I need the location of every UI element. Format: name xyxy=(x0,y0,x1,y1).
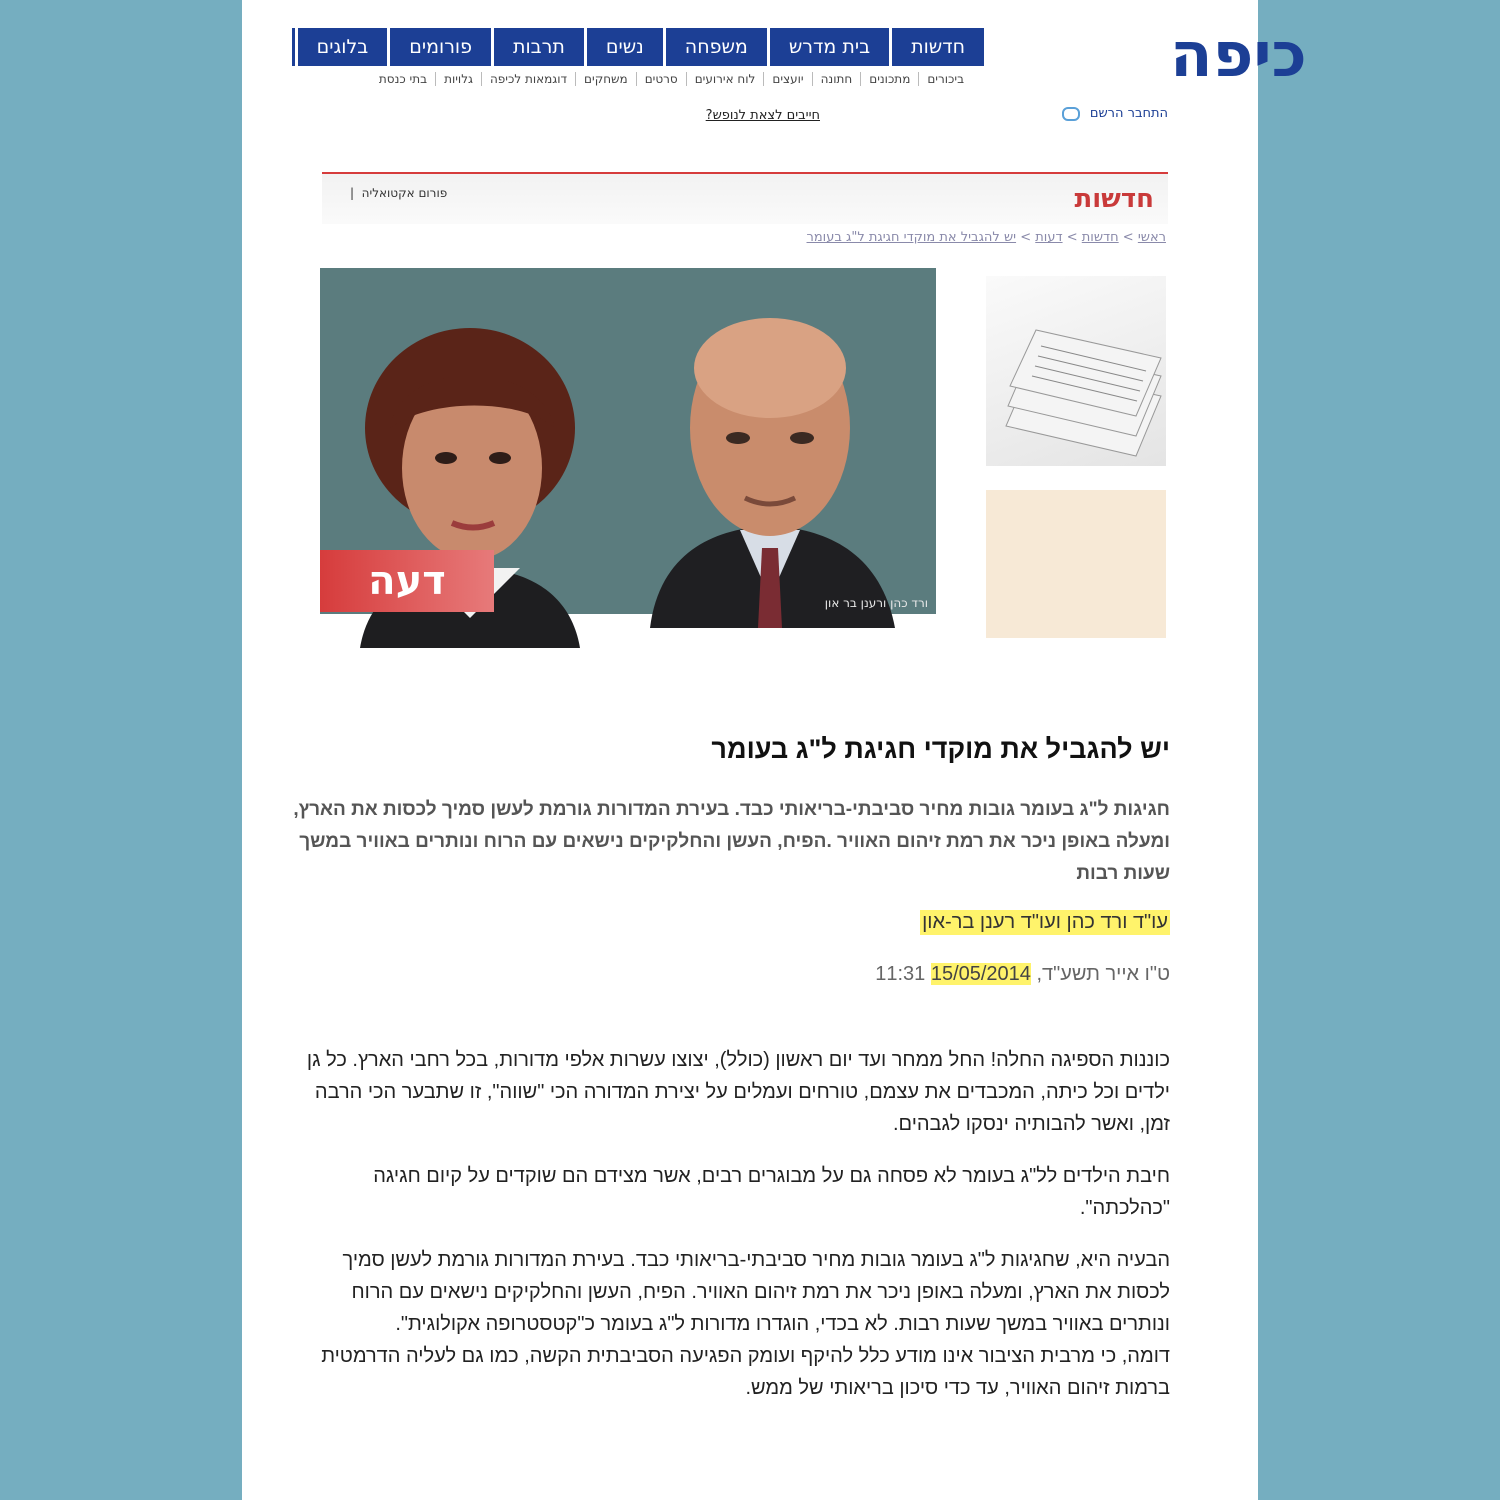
subnav-item[interactable]: משחקים xyxy=(575,72,636,86)
signup-link[interactable] xyxy=(1062,106,1168,121)
breadcrumb-separator: > xyxy=(1066,230,1078,245)
nav-item-beit-midrash[interactable]: בית מדרש xyxy=(770,28,889,66)
subnav-item[interactable]: בתי כנסת xyxy=(378,72,428,86)
section-title: חדשות xyxy=(1074,184,1154,214)
subnav-item[interactable]: יועצים xyxy=(763,72,811,86)
nav-item-women[interactable]: נשים xyxy=(587,28,663,66)
subnav-item[interactable]: גלויות xyxy=(435,72,481,86)
subnav-item[interactable]: דוגמאות לכיפה xyxy=(481,72,575,86)
chat-bubble-icon xyxy=(1062,107,1080,121)
article-paragraph: כוננות הספיגה החלה! החל ממחר ועד יום ראשון (כולל), יצוצו עשרות אלפי מדורות, בכל רחבי הארץ. כל גן ילדים וכל כיתה, המכבדים את עצמם, טורחים ועמלים על יצירת המדורה הכי "שווה", זו שתבער הכי הרבה זמן, ואשר להבותיה ינסקו לגבהים. xyxy=(306,1049,1170,1135)
opinion-badge: דעה xyxy=(320,550,494,612)
signup-label[interactable]: התחבר הרשם xyxy=(1089,106,1168,121)
article-paragraph: חיבת הילדים לל"ג בעומר לא פסחה גם על מבוגרים רבים, אשר מצידם הם שוקדים על קיום חגיגה "כהלכתה". xyxy=(373,1165,1170,1219)
nav-item-culture[interactable]: תרבות xyxy=(494,28,584,66)
subnav-item[interactable]: לוח אירועים xyxy=(686,72,764,86)
photo-credit: ורד כהן ורענן בר און xyxy=(824,596,928,610)
article-paragraph: הבעיה היא, שחגיגות ל"ג בעומר גובות מחיר סביבתי-בריאותי כבד. בעירת המדורות גורמת לעשן סמיך לכסות את הארץ, ומעלה באופן ניכר את רמת זיהום האוויר. הפיח, העשן והחלקיקים נישאים עם הרוח ונותרים באוויר במשך שעות רבות. לא בכדי, הוגדרו מדורות ל"ג בעומר כ"קטסטרופה אקולוגית". xyxy=(342,1249,1170,1335)
article-title: יש להגביל את מוקדי חגיגת ל"ג בעומר xyxy=(711,734,1170,764)
side-banner[interactable] xyxy=(986,490,1166,638)
nav-item-family[interactable]: משפחה xyxy=(666,28,767,66)
scanned-page xyxy=(242,0,1307,1500)
article-authors: עו"ד ורד כהן ועו"ד רענן בר-און xyxy=(922,911,1168,933)
breadcrumb-news[interactable]: חדשות xyxy=(1081,230,1119,245)
gregorian-date: 15/05/2014 xyxy=(930,963,1031,985)
article-paragraph: דומה, כי מרבית הציבור אינו מודע כלל להיקף ועומק הפגיעה הסביבתית הקשה, כמו גם לעליה הדרמטית ברמות זיהום האוויר, עד כדי סיכון בריאותי של ממש. xyxy=(321,1345,1170,1399)
article-dateline xyxy=(875,963,1170,986)
subnav-item[interactable]: סרטים xyxy=(636,72,686,86)
article-body xyxy=(290,1044,1170,1424)
nav-item-news[interactable]: חדשות xyxy=(892,28,984,66)
forum-link-label[interactable]: פורום אקטואליה xyxy=(361,186,448,200)
article-hero-image xyxy=(320,268,936,614)
hebrew-date: ט"ו אייר תשע"ד, xyxy=(1036,963,1170,985)
subnav-item[interactable]: ביכורים xyxy=(918,72,972,86)
portrait-man xyxy=(640,298,900,628)
main-nav xyxy=(292,28,984,66)
sub-nav xyxy=(371,72,972,86)
nav-item-blogs[interactable]: בלוגים xyxy=(298,28,388,66)
breadcrumb-separator: > xyxy=(1020,230,1032,245)
breadcrumb-home[interactable]: ראשי xyxy=(1137,230,1166,245)
site-logo[interactable] xyxy=(994,18,1307,91)
section-header xyxy=(322,172,1168,224)
newspapers-image[interactable] xyxy=(986,276,1166,466)
breadcrumb-separator: > xyxy=(1122,230,1134,245)
newspaper-stack-icon xyxy=(986,276,1166,466)
nav-item-forums[interactable]: פורומים xyxy=(390,28,491,66)
kipa-logo-icon xyxy=(994,18,1307,91)
breadcrumb xyxy=(807,230,1166,245)
breadcrumb-opinions[interactable]: דעות xyxy=(1035,230,1063,245)
forum-link[interactable]: פורום אקטואליה | xyxy=(350,186,448,200)
promo-link[interactable]: חייבים לצאת לנופש? xyxy=(705,108,820,123)
publish-time: 11:31 xyxy=(875,963,926,985)
article-lead: חגיגות ל"ג בעומר גובות מחיר סביבתי-בריאותי כבד. בעירת המדורות גורמת לעשן סמיך לכסות את הארץ, ומעלה באופן ניכר את רמת זיהום האוויר .הפיח, העשן והחלקיקים נישאים עם הרוח ונותרים באוויר במשך שעות רבות xyxy=(293,799,1170,884)
logo-text: כיפה xyxy=(1170,18,1307,91)
subnav-item[interactable]: חתונה xyxy=(812,72,861,86)
breadcrumb-current[interactable]: יש להגביל את מוקדי חגיגת ל"ג בעומר xyxy=(806,230,1017,245)
subnav-item[interactable]: מתכונים xyxy=(860,72,918,86)
